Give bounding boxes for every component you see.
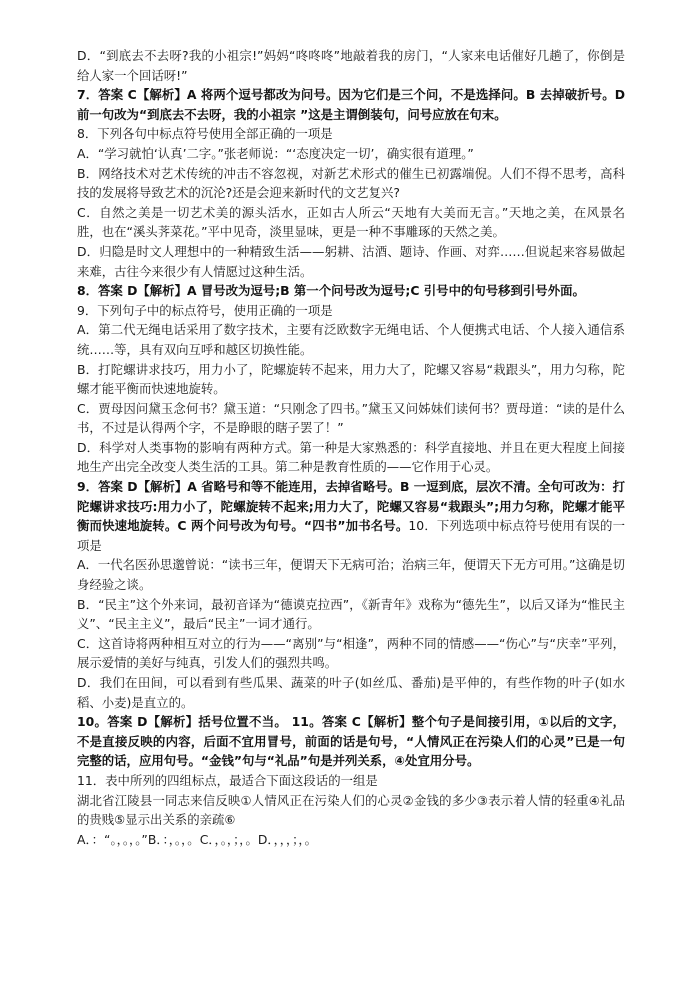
- option-b: B．网络技术对艺术传统的冲击不容忽视，对新艺术形式的催生已初露端倪。人们不得不思考，高科技的发展将导致艺术的沉沦?还是会迎来新时代的文艺复兴?: [77, 165, 625, 201]
- question-stem: 9．下列句子中的标点符号，使用正确的一项是: [77, 302, 333, 318]
- answer-paragraph: 7．答案 C【解析】A 将两个逗号都改为问号。因为它们是三个问，不是选择问。B 去掉破折号。D 前一句改为“到底去不去呀，我的小祖宗 ”这是主谓倒装句，问号应放在句末。: [77, 87, 625, 122]
- answer-paragraph: 8．答案 D【解析】A 冒号改为逗号;B 第一个问号改为逗号;C 引号中的句号移到引号外面。: [77, 283, 585, 299]
- option-a: A．第二代无绳电话采用了数字技术，主要有泛欧数字无绳电话、个人便携式电话、个人接入通信系统……等，具有双向互呼和越区切换性能。: [77, 322, 625, 357]
- question-stem: 8．下列各句中标点符号使用全部正确的一项是: [77, 126, 333, 142]
- option-d: D．我们在田间，可以看到有些瓜果、蔬菜的叶子(如丝瓜、番茄)是平伸的，有些作物的叶子(如水稻、小麦)是直立的。: [77, 675, 625, 710]
- option-c: C．自然之美是一切艺术美的源头活水，正如古人所云“天地有大美而无言。”天地之美，在风景名胜，也在“溪头荠菜花。”平中见奇，淡里显味，更是一种不事雕琢的天然之美。: [77, 204, 625, 240]
- option-d: D．科学对人类事物的影响有两种方式。第一种是大家熟悉的：科学直接地、并且在更大程度上间接地生产出完全改变人类生活的工具。第二种是教育性质的——它作用于心灵。: [77, 439, 625, 475]
- option-list: A．：“。，。，。”B．：，。，。C．，。，；，。D．，，，；，。: [77, 831, 317, 847]
- text-line: D．“到底去不去呀?我的小祖宗!”妈妈“咚咚咚”地敲着我的房门，“人家来电话催好几趟了，你倒是给人家一个回话呀!”: [77, 48, 625, 83]
- option-b: B．“民主”这个外来词，最初音译为“德谟克拉西”，《新青年》戏称为“德先生”，以后又译为“惟民主义”、“民主主义”，最后“民主”一词才通行。: [77, 596, 625, 632]
- option-b: B．打陀螺讲求技巧，用力小了，陀螺旋转不起来，用力大了，陀螺又容易“栽跟头”，用力匀称，陀螺才能平衡而快速地旋转。: [77, 361, 625, 397]
- question-stem: 11．表中所列的四组标点，最适合下面这段话的一组是: [77, 772, 378, 788]
- passage-text: 湖北省江陵县一同志来信反映①人情风正在污染人们的心灵②金钱的多少③表示着人情的轻重④礼品的贵贱⑤显示出关系的亲疏⑥: [77, 792, 625, 828]
- option-c: C．贾母因问黛玉念何书？黛玉道：“只刚念了四书。”黛玉又问姊妹们读何书？贾母道：“读的是什么书，不过是认得两个字，不是睁眼的瞎子罢了！”: [77, 400, 625, 436]
- document-page: [77, 46, 625, 849]
- answer-paragraph: 9．答案 D【解析】A 省略号和等不能连用，去掉省略号。B 一逗到底，层次不清。全句可改为：打陀螺讲求技巧:用力小了，陀螺旋转不起来;用力大了，陀螺又容易“栽跟头”;用力匀称，陀螺才能平衡而快速地旋转。C 两个问号改为句号。“四书”加书名号。: [77, 479, 625, 534]
- option-c: C．这首诗将两种相互对立的行为——“离别”与“相逢”，两种不同的情感——“伤心”与“庆幸”平列，展示爱情的美好与纯真，引发人们的强烈共鸣。: [77, 635, 625, 671]
- answer-with-question: [77, 477, 625, 555]
- option-a: A．“学习就怕‘认真’二字。”张老师说：“‘态度决定一切’，确实很有道理。”: [77, 145, 474, 161]
- question-stem: 10．下列选项中标点符号使用有误的一项是: [77, 518, 625, 553]
- answer-paragraph: 10。答案 D【解析】括号位置不当。 11。答案 C【解析】整个句子是间接引用，①以后的文字，不是直接反映的内容，后面不宜用冒号，前面的话是句号，“人情风正在污染人们的心灵”已是一句完整的话，应用句号。“金钱”句与“礼品”句是并列关系，④处宜用分号。: [77, 714, 625, 769]
- option-d: D．归隐是时文人理想中的一种精致生活——躬耕、沽酒、题诗、作画、对弈……但说起来容易做起来难，古往今来很少有人情愿过这种生活。: [77, 243, 625, 279]
- option-a: A．一代名医孙思邈曾说：“读书三年，便谓天下无病可治；治病三年，便谓天下无方可用。”这确是切身经验之谈。: [77, 557, 625, 593]
